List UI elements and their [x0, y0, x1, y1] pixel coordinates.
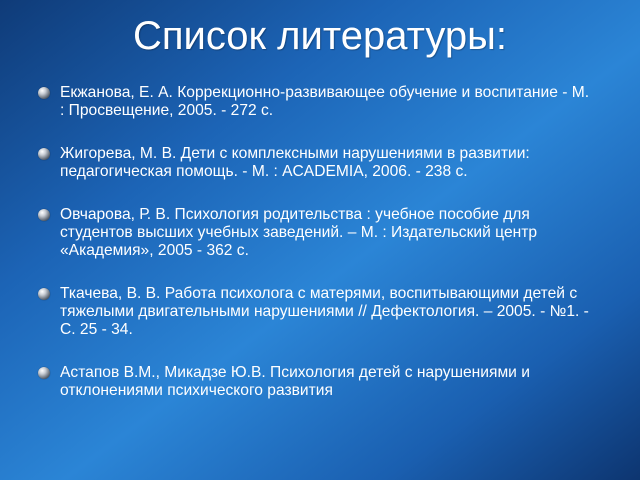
reference-list — [38, 84, 594, 425]
round-bullet-icon — [38, 148, 50, 160]
reference-item — [38, 206, 594, 260]
round-bullet-icon — [38, 288, 50, 300]
slide-title: Список литературы: — [132, 14, 508, 58]
reference-text: Астапов В.М., Микадзе Ю.В. Психология детей с нарушениями и отклонениями психического развития — [60, 364, 530, 399]
reference-text: Овчарова, Р. В. Психология родительства : учебное пособие для студентов высших учебных заведений. – М. : Издательский центр «Академия», 2005 - 362 с. — [60, 206, 538, 259]
reference-text: Жигорева, М. В. Дети с комплексными нарушениями в развитии: педагогическая помощь. - М. : ACADEMIA, 2006. - 238 с. — [60, 145, 530, 180]
round-bullet-icon — [38, 209, 50, 221]
round-bullet-icon — [38, 87, 50, 99]
reference-item — [38, 84, 594, 120]
reference-item — [38, 145, 594, 181]
reference-text: Екжанова, Е. А. Коррекционно-развивающее обучение и воспитание - М. : Просвещение, 2005. - 272 с. — [60, 84, 590, 119]
round-bullet-icon — [38, 367, 50, 379]
reference-item — [38, 364, 594, 400]
reference-text: Ткачева, В. В. Работа психолога с матерями, воспитывающими детей с тяжелыми двигательными нарушениями // Дефектология. – 2005. - №1. - С. 25 - 34. — [60, 285, 589, 338]
reference-item — [38, 285, 594, 339]
